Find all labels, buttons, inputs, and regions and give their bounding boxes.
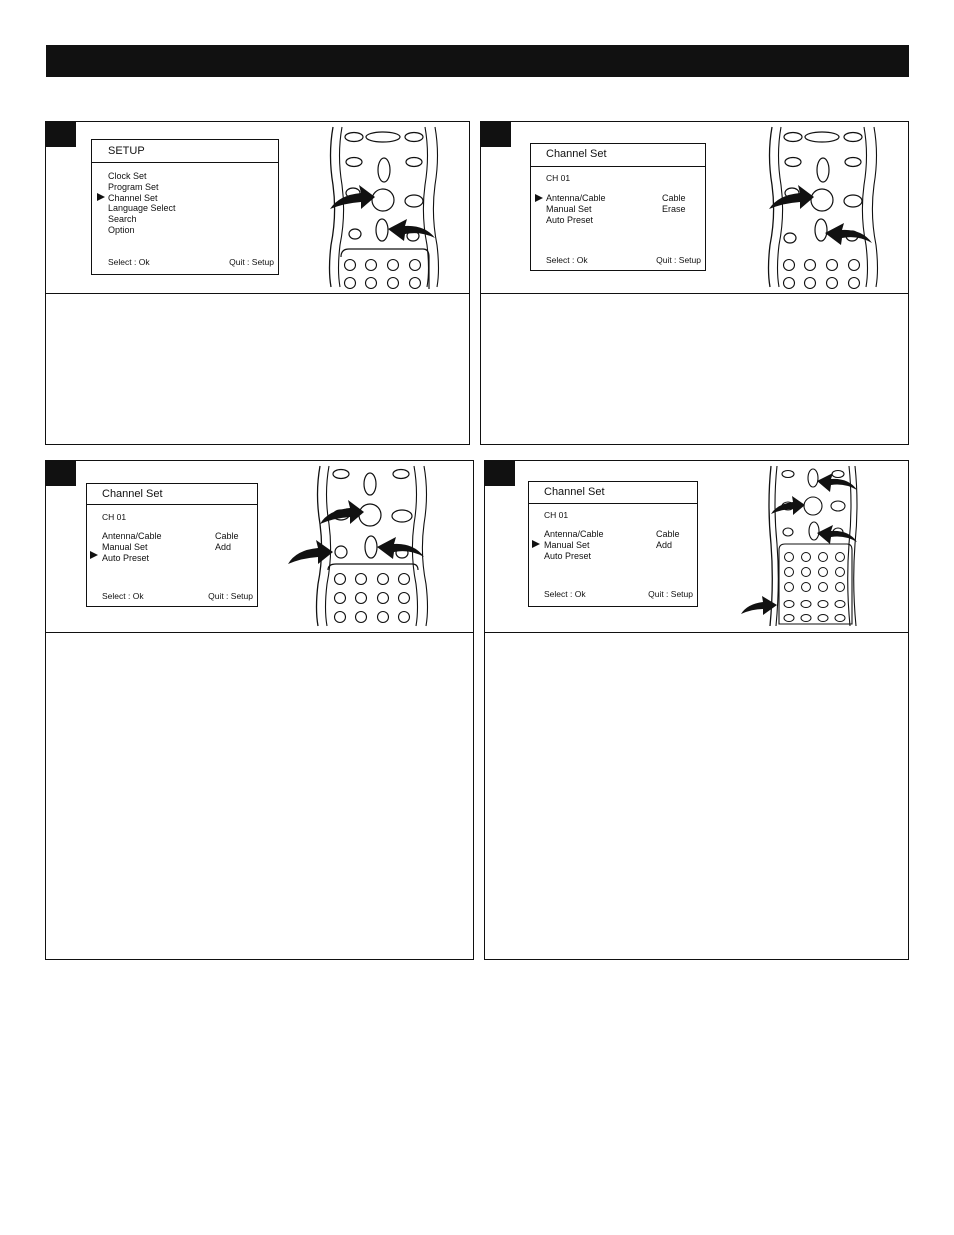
pointer-triangle-icon xyxy=(532,540,540,548)
option-value: Add xyxy=(656,539,673,550)
menu-item-auto-preset: Auto Preset xyxy=(102,552,150,563)
panel-divider xyxy=(485,632,908,633)
remote-control-icon xyxy=(286,464,472,628)
menu-item-channel-set: Channel Set xyxy=(108,192,158,203)
option-value: Cable xyxy=(656,529,680,539)
setup-menu-screen xyxy=(91,139,279,275)
channel-set-screen xyxy=(86,483,258,607)
screen-footer-select: Select : Ok xyxy=(544,589,586,599)
option-value: Erase xyxy=(662,203,686,214)
screen-footer-select: Select : Ok xyxy=(108,257,150,267)
title-rule xyxy=(87,504,257,505)
panel-divider xyxy=(46,293,469,294)
step-4-number-box xyxy=(485,461,515,486)
step-2-number-box xyxy=(481,122,511,147)
menu-list xyxy=(102,531,162,563)
step-1-number-box xyxy=(46,122,76,147)
title-rule xyxy=(92,162,278,163)
menu-item-auto-preset: Auto Preset xyxy=(544,550,592,561)
title-rule xyxy=(529,503,697,504)
screen-footer-select: Select : Ok xyxy=(102,591,144,601)
screen-footer-quit: Quit : Setup xyxy=(229,257,274,267)
screen-footer-quit: Quit : Setup xyxy=(648,589,693,599)
pointer-triangle-icon xyxy=(90,551,98,559)
option-value: Add xyxy=(215,541,232,552)
menu-item-language-select: Language Select xyxy=(108,203,176,214)
channel-set-screen xyxy=(528,481,698,607)
channel-number: CH 01 xyxy=(544,510,569,520)
screen-title: Channel Set xyxy=(544,486,605,498)
menu-list xyxy=(108,171,176,236)
menu-item-manual-set: Manual Set xyxy=(102,541,148,552)
screen-footer-quit: Quit : Setup xyxy=(208,591,253,601)
menu-item-clock-set: Clock Set xyxy=(108,171,147,181)
option-value: Cable xyxy=(215,531,239,541)
option-values xyxy=(662,193,686,215)
menu-item-auto-preset: Auto Preset xyxy=(546,214,594,225)
menu-item-manual-set: Manual Set xyxy=(546,203,592,214)
menu-item-manual-set: Manual Set xyxy=(544,539,590,550)
menu-item-antenna-cable: Antenna/Cable xyxy=(546,193,606,203)
remote-control-icon xyxy=(737,464,907,628)
menu-item-antenna-cable: Antenna/Cable xyxy=(102,531,162,541)
menu-item-option: Option xyxy=(108,224,135,235)
option-values xyxy=(215,531,239,553)
step-3-number-box xyxy=(46,461,76,486)
screen-title: Channel Set xyxy=(102,488,163,500)
step-4-panel xyxy=(484,460,909,960)
step-2-panel xyxy=(480,121,909,445)
menu-item-search: Search xyxy=(108,214,137,225)
screen-title: Channel Set xyxy=(546,148,607,160)
panel-divider xyxy=(481,293,908,294)
pointer-triangle-icon xyxy=(97,193,105,201)
panel-divider xyxy=(46,632,473,633)
menu-item-antenna-cable: Antenna/Cable xyxy=(544,529,604,539)
step-1-panel xyxy=(45,121,470,445)
menu-list xyxy=(546,193,606,225)
remote-control-icon xyxy=(327,125,469,289)
pointer-triangle-icon xyxy=(535,194,543,202)
remote-control-icon xyxy=(766,125,908,289)
title-rule xyxy=(531,166,705,167)
channel-set-screen xyxy=(530,143,706,271)
section-header-bar xyxy=(46,45,909,77)
screen-title: SETUP xyxy=(108,145,145,157)
step-3-panel xyxy=(45,460,474,960)
screen-footer-quit: Quit : Setup xyxy=(656,255,701,265)
channel-number: CH 01 xyxy=(546,173,571,183)
menu-item-program-set: Program Set xyxy=(108,181,159,192)
channel-number: CH 01 xyxy=(102,512,127,522)
option-values xyxy=(656,529,680,551)
option-value: Cable xyxy=(662,193,686,203)
screen-footer-select: Select : Ok xyxy=(546,255,588,265)
menu-list xyxy=(544,529,604,561)
